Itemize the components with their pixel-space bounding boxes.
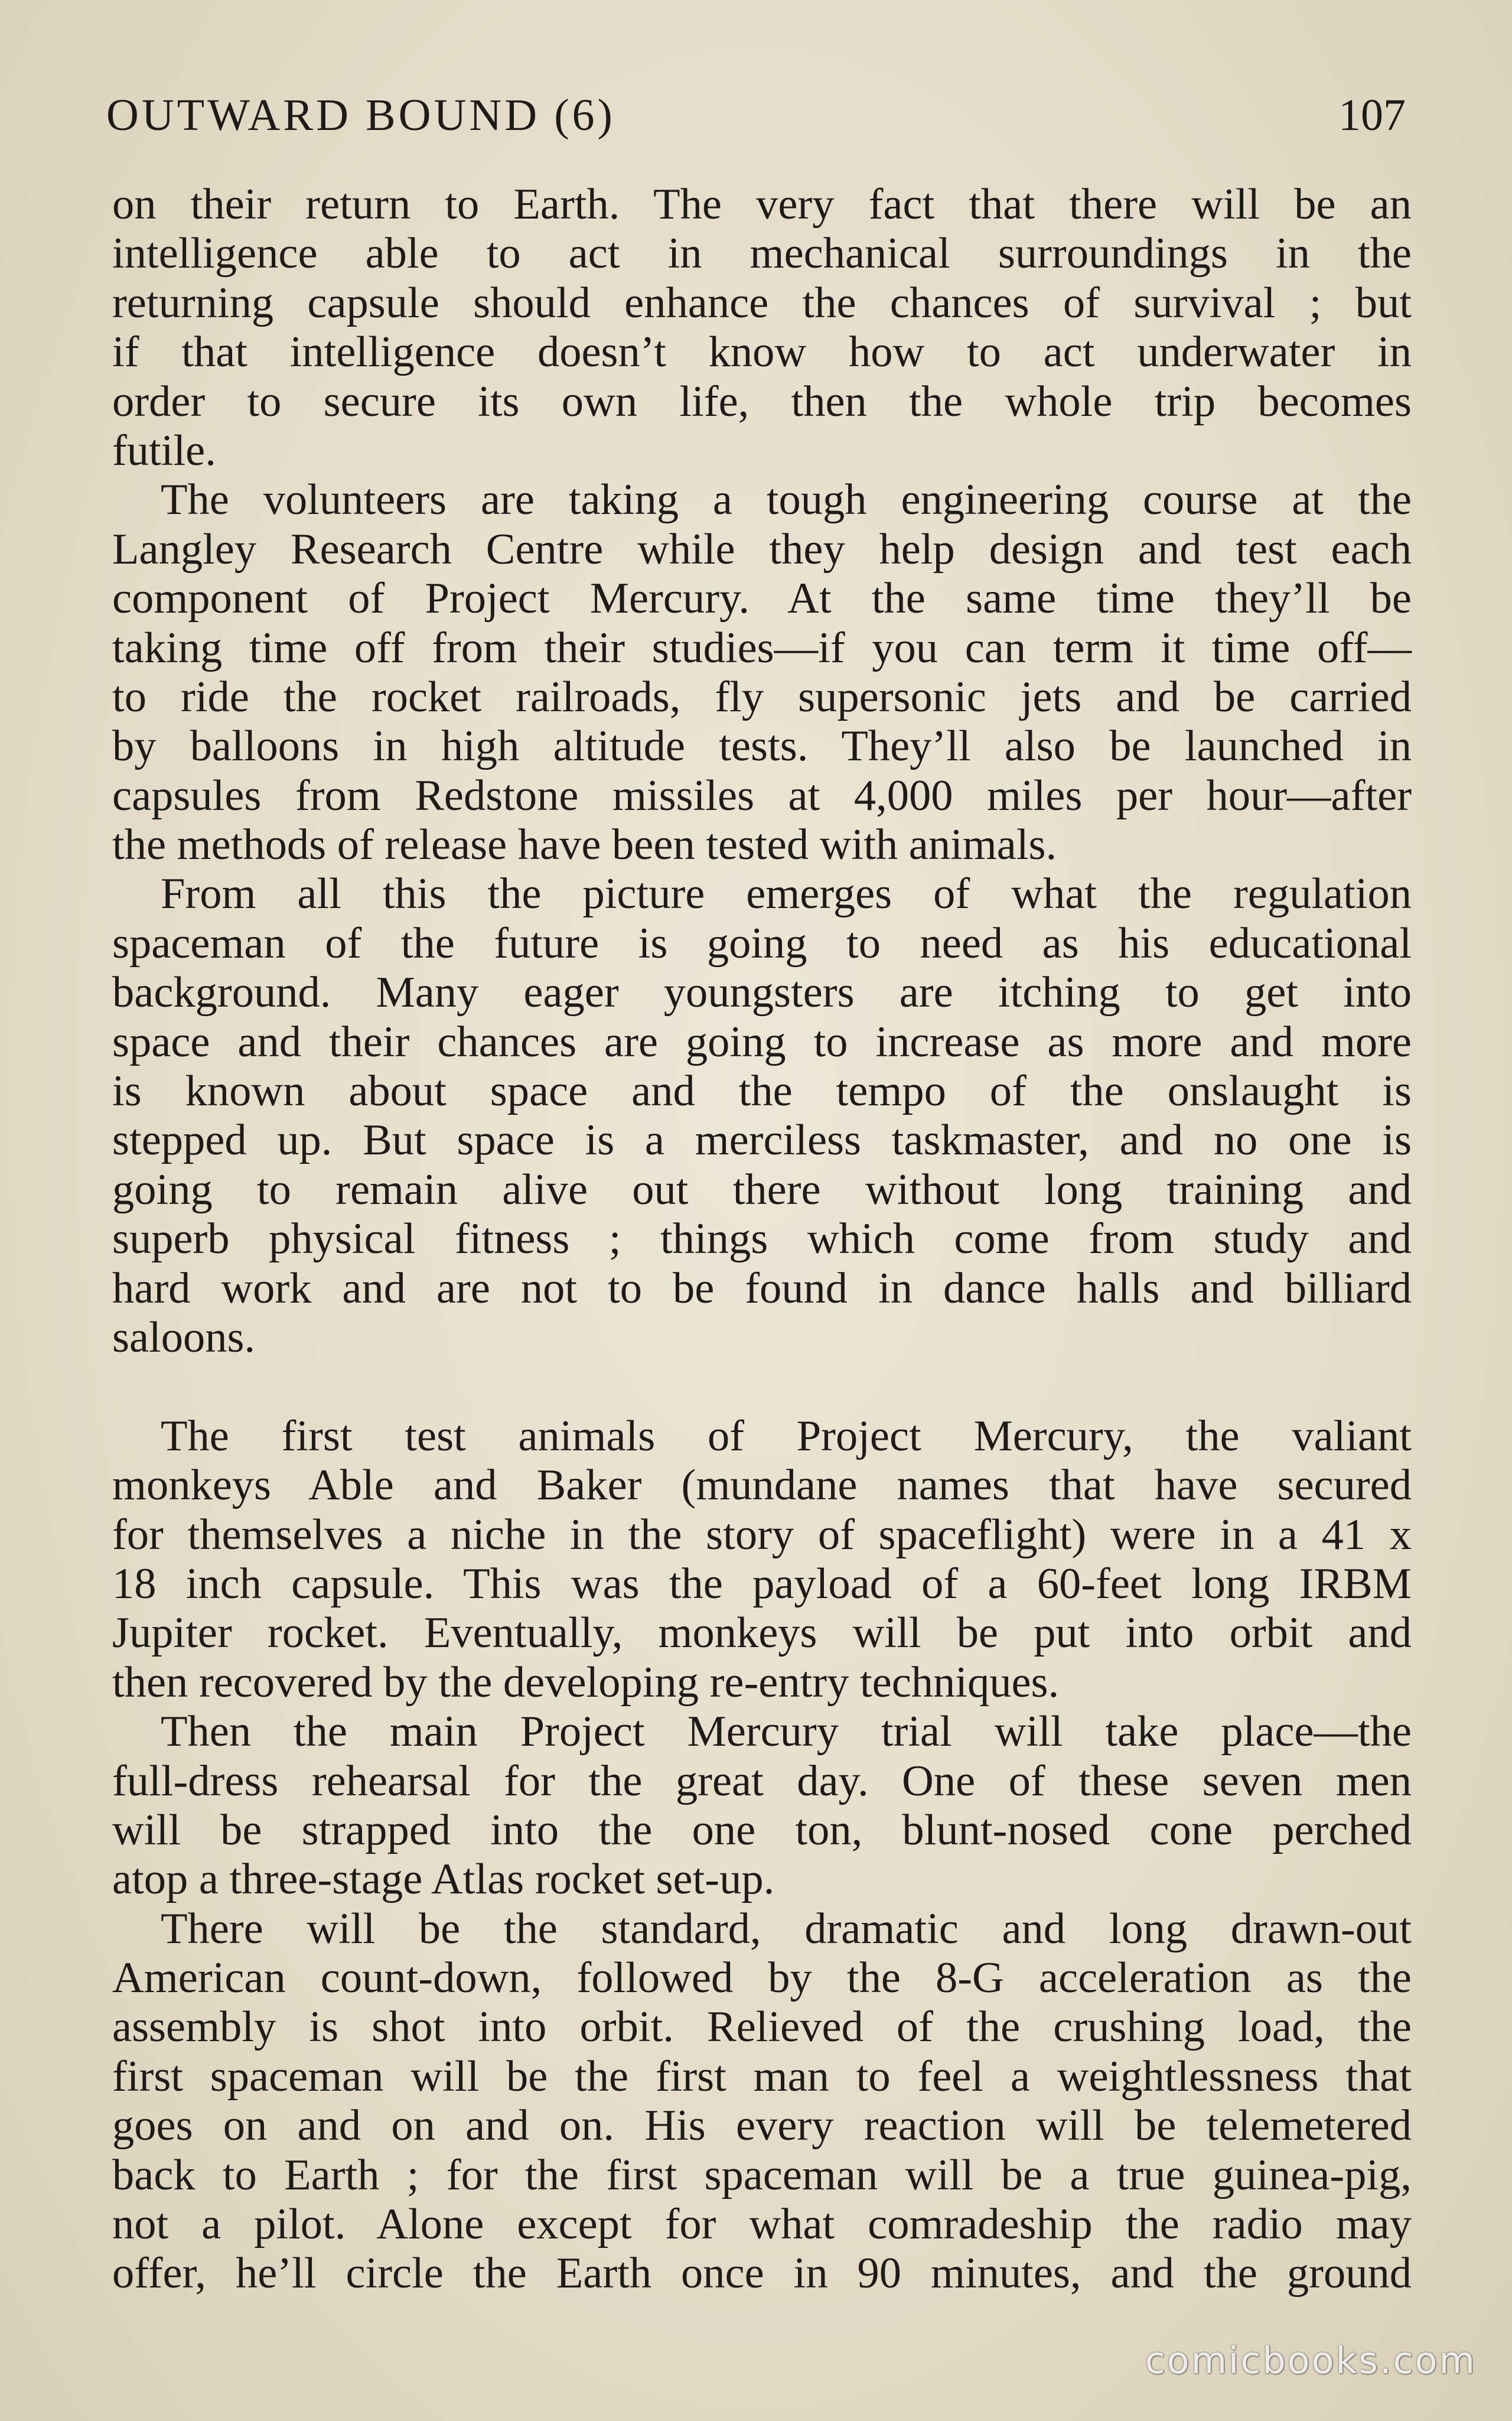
- text-line: monkeys Able and Baker (mundane names that have secured: [112, 1461, 1412, 1510]
- text-line: atop a three-stage Atlas rocket set-up.: [112, 1855, 775, 1904]
- text-line: order to secure its own life, then the whole trip becomes: [112, 377, 1412, 426]
- text-line: taking time off from their studies—if you can term it time off—: [112, 623, 1412, 672]
- text-line: then recovered by the developing re-entry techniques.: [112, 1658, 1060, 1707]
- text-line: intelligence able to act in mechanical surroundings in the: [112, 229, 1412, 278]
- text-line: Jupiter rocket. Eventually, monkeys will be put into orbit and: [112, 1609, 1412, 1658]
- text-line: American count-down, followed by the 8-G acceleration as the: [112, 1954, 1412, 2003]
- text-line: if that intelligence doesn’t know how to act underwater in: [112, 328, 1412, 377]
- page-number: 107: [1338, 90, 1406, 140]
- text-line: to ride the rocket railroads, fly supersonic jets and be carried: [112, 672, 1412, 721]
- text-line: returning capsule should enhance the chances of survival ; but: [112, 278, 1412, 327]
- text-line: will be strapped into the one ton, blunt-nosed cone perched: [112, 1805, 1412, 1854]
- body-text: [112, 180, 1412, 2299]
- text-line: space and their chances are going to increase as more and more: [112, 1017, 1412, 1066]
- text-line: There will be the standard, dramatic and long drawn-out: [161, 1904, 1412, 1953]
- text-line: The volunteers are taking a tough engineering course at the: [161, 476, 1412, 525]
- running-title: OUTWARD BOUND (6): [106, 90, 615, 140]
- text-line: is known about space and the tempo of the onslaught is: [112, 1067, 1412, 1116]
- watermark: comicbooks.com: [1145, 2339, 1477, 2382]
- text-line: the methods of release have been tested with animals.: [112, 821, 1057, 870]
- text-line: background. Many eager youngsters are itching to get into: [112, 968, 1412, 1017]
- text-line: assembly is shot into orbit. Relieved of the crushing load, the: [112, 2003, 1412, 2052]
- text-line: hard work and are not to be found in dance halls and billiard: [112, 1264, 1412, 1313]
- text-line: back to Earth ; for the first spaceman will be a true guinea-pig,: [112, 2150, 1412, 2199]
- text-line: goes on and on and on. His every reaction will be telemetered: [112, 2101, 1412, 2150]
- text-line: on their return to Earth. The very fact that there will be an: [112, 180, 1412, 229]
- text-line: full-dress rehearsal for the great day. One of these seven men: [112, 1756, 1412, 1805]
- text-line: for themselves a niche in the story of spaceflight) were in a 41 x: [112, 1510, 1412, 1559]
- text-line: saloons.: [112, 1313, 256, 1362]
- text-line: component of Project Mercury. At the same time they’ll be: [112, 574, 1412, 623]
- text-line: From all this the picture emerges of what the regulation: [161, 870, 1412, 919]
- text-line: The first test animals of Project Mercury, the valiant: [161, 1411, 1412, 1460]
- text-line: going to remain alive out there without long training and: [112, 1165, 1412, 1214]
- text-line: futile.: [112, 426, 216, 475]
- text-line: offer, he’ll circle the Earth once in 90 minutes, and the ground: [112, 2249, 1412, 2298]
- text-line: capsules from Redstone missiles at 4,000 miles per hour—after: [112, 771, 1412, 820]
- text-line: not a pilot. Alone except for what comradeship the radio may: [112, 2200, 1412, 2249]
- text-line: by balloons in high altitude tests. They’ll also be launched in: [112, 722, 1412, 771]
- text-line: superb physical fitness ; things which come from study and: [112, 1215, 1412, 1264]
- running-head: [106, 83, 1406, 148]
- text-line: first spaceman will be the first man to feel a weightlessness that: [112, 2052, 1412, 2101]
- text-line: stepped up. But space is a merciless taskmaster, and no one is: [112, 1116, 1412, 1165]
- paragraph-break: [112, 1362, 1412, 1411]
- text-line: 18 inch capsule. This was the payload of a 60-feet long IRBM: [112, 1559, 1412, 1608]
- text-line: Langley Research Centre while they help design and test each: [112, 525, 1412, 574]
- text-line: spaceman of the future is going to need as his educational: [112, 919, 1412, 968]
- text-line: Then the main Project Mercury trial will take place—the: [161, 1707, 1412, 1756]
